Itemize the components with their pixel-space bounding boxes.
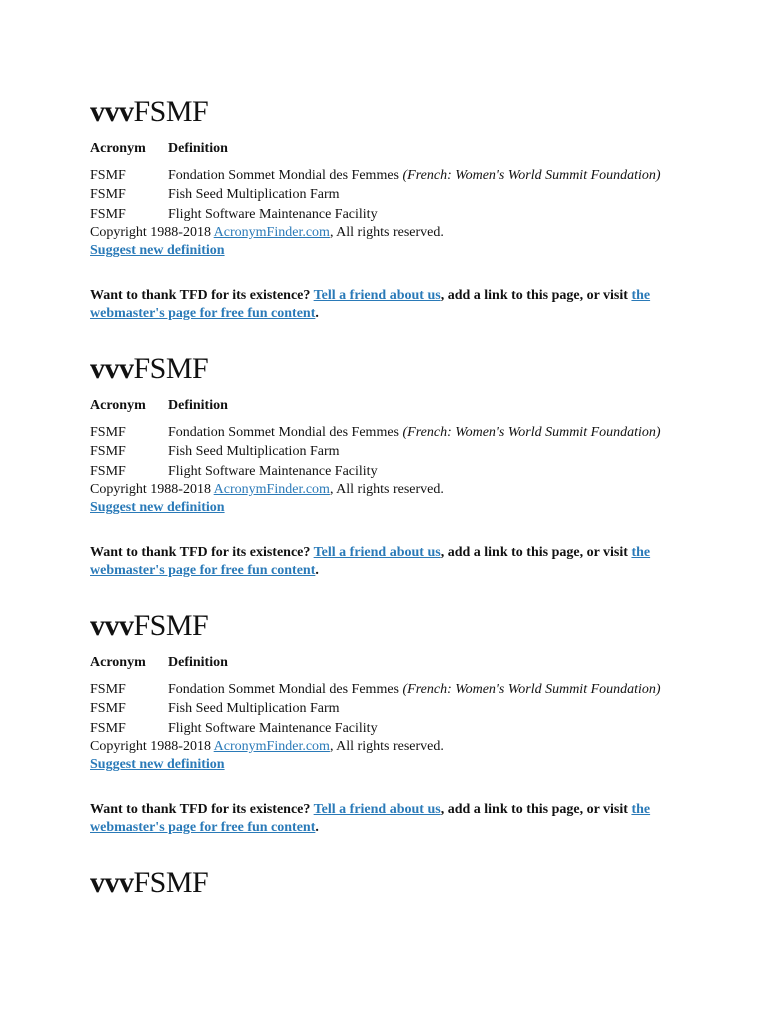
acronymfinder-link[interactable]: AcronymFinder.com (213, 225, 330, 240)
table-header-row (90, 140, 688, 167)
acronym-entry (90, 608, 690, 865)
entry-heading (90, 608, 690, 644)
acronym-cell: FSMF (90, 168, 126, 183)
table-row (90, 424, 688, 443)
tell-a-friend-link[interactable]: Tell a friend about us (313, 802, 441, 817)
definition-cell: Fish Seed Multiplication Farm (168, 701, 340, 716)
table-row (90, 720, 688, 738)
thanks-paragraph (90, 544, 690, 580)
thanks-prefix: Want to thank TFD for its existence? (90, 288, 314, 303)
thanks-middle: , add a link to this page, or visit (440, 802, 632, 817)
column-header-acronym: Acronym (90, 398, 146, 413)
webmaster-page-link[interactable]: the webmaster's page for free fun content (90, 288, 651, 321)
acronym-cell: FSMF (90, 721, 126, 736)
table-header-row (90, 654, 688, 681)
definition-cell: Flight Software Maintenance Facility (168, 464, 378, 479)
tell-a-friend-link[interactable]: Tell a friend about us (313, 288, 441, 303)
copyright-suffix: , All rights reserved. (329, 739, 444, 754)
definition-cell (168, 167, 688, 186)
definition-text: Fondation Sommet Mondial des Femmes (168, 168, 399, 183)
thanks-middle: , add a link to this page, or visit (440, 545, 632, 560)
acronym-cell: FSMF (90, 187, 126, 202)
table-row (90, 186, 688, 206)
definitions-table (90, 140, 688, 224)
definitions-table (90, 654, 688, 738)
acronym-entry (90, 94, 690, 351)
heading-term: FSMF (133, 609, 209, 642)
heading-term: FSMF (133, 352, 209, 385)
definition-text: Fondation Sommet Mondial des Femmes (168, 425, 399, 440)
acronym-cell: FSMF (90, 207, 126, 222)
acronym-entry (90, 351, 690, 608)
definition-cell (168, 681, 688, 700)
copyright-line (90, 738, 690, 756)
acronym-cell: FSMF (90, 444, 126, 459)
thanks-suffix: . (315, 563, 319, 578)
copyright-prefix: Copyright 1988-2018 (90, 739, 214, 754)
entry-heading (90, 94, 690, 130)
column-header-definition: Definition (168, 398, 228, 413)
acronym-cell: FSMF (90, 464, 126, 479)
definition-cell: Fish Seed Multiplication Farm (168, 444, 340, 459)
table-header-row (90, 397, 688, 424)
heading-term: FSMF (133, 866, 209, 899)
definition-note: (French: Women's World Summit Foundation) (402, 682, 661, 697)
table-row (90, 206, 688, 224)
definition-text: Fondation Sommet Mondial des Femmes (168, 682, 399, 697)
copyright-line (90, 224, 690, 242)
copyright-line (90, 481, 690, 499)
copyright-prefix: Copyright 1988-2018 (90, 225, 214, 240)
acronymfinder-link[interactable]: AcronymFinder.com (213, 482, 330, 497)
suggest-definition-link[interactable]: Suggest new definition (90, 757, 225, 772)
entry-heading (90, 351, 690, 387)
copyright-suffix: , All rights reserved. (329, 225, 444, 240)
thanks-middle: , add a link to this page, or visit (440, 288, 632, 303)
acronym-cell: FSMF (90, 701, 126, 716)
acronym-cell: FSMF (90, 425, 126, 440)
column-header-acronym: Acronym (90, 655, 146, 670)
definitions-table (90, 397, 688, 481)
table-row (90, 443, 688, 463)
definition-cell (168, 424, 688, 443)
column-header-definition: Definition (168, 141, 228, 156)
heading-prefix: vvv (90, 95, 134, 128)
thanks-suffix: . (315, 306, 319, 321)
heading-prefix: vvv (90, 352, 134, 385)
entry-heading (90, 865, 690, 901)
heading-term: FSMF (133, 95, 209, 128)
webmaster-page-link[interactable]: the webmaster's page for free fun content (90, 545, 651, 578)
tell-a-friend-link[interactable]: Tell a friend about us (313, 545, 441, 560)
definition-cell: Flight Software Maintenance Facility (168, 207, 378, 222)
definition-note: (French: Women's World Summit Foundation) (402, 425, 661, 440)
definition-cell: Fish Seed Multiplication Farm (168, 187, 340, 202)
acronym-entry (90, 865, 690, 925)
thanks-prefix: Want to thank TFD for its existence? (90, 545, 314, 560)
heading-prefix: vvv (90, 866, 134, 899)
thanks-suffix: . (315, 820, 319, 835)
table-row (90, 167, 688, 186)
heading-prefix: vvv (90, 609, 134, 642)
definition-note: (French: Women's World Summit Foundation) (402, 168, 661, 183)
document-page (90, 94, 690, 925)
thanks-paragraph (90, 801, 690, 837)
copyright-suffix: , All rights reserved. (329, 482, 444, 497)
table-row (90, 463, 688, 481)
table-row (90, 700, 688, 720)
thanks-paragraph (90, 287, 690, 323)
column-header-acronym: Acronym (90, 141, 146, 156)
webmaster-page-link[interactable]: the webmaster's page for free fun content (90, 802, 651, 835)
suggest-definition-link[interactable]: Suggest new definition (90, 243, 225, 258)
table-row (90, 681, 688, 700)
thanks-prefix: Want to thank TFD for its existence? (90, 802, 314, 817)
acronym-cell: FSMF (90, 682, 126, 697)
acronymfinder-link[interactable]: AcronymFinder.com (213, 739, 330, 754)
definition-cell: Flight Software Maintenance Facility (168, 721, 378, 736)
column-header-definition: Definition (168, 655, 228, 670)
suggest-definition-link[interactable]: Suggest new definition (90, 500, 225, 515)
copyright-prefix: Copyright 1988-2018 (90, 482, 214, 497)
